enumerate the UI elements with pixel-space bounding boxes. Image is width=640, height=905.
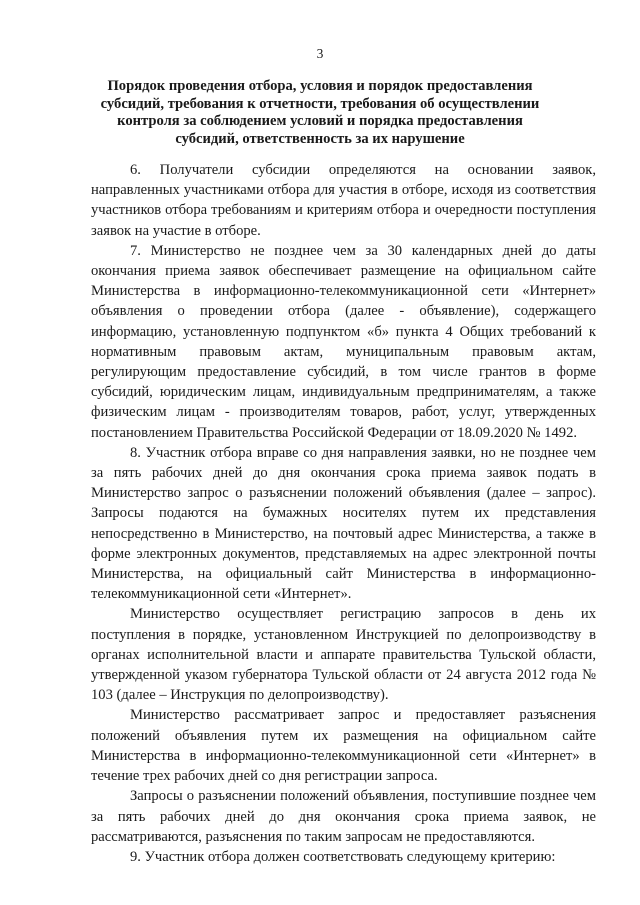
paragraph-late-requests: Запросы о разъяснении положений объявления, поступившие позднее чем за пять рабочих дней до дня окончания срока приема заявок, не рассматриваются, разъяснения по таким запросам не предоставляются.: [91, 788, 596, 845]
paragraph-6: 6. Получатели субсидии определяются на основании заявок, направленных участниками отбора для участия в отборе, исходя из соответствия участников отбора требованиям и критериям отбора и очередности поступления заявок на участие в отборе.: [91, 162, 596, 239]
page-number: 3: [316, 46, 324, 61]
body-text: [91, 160, 596, 867]
paragraph-8: 8. Участник отбора вправе со дня направления заявки, но не позднее чем за пять рабочих дней до дня окончания срока приема заявок подать в Министерство запрос о разъяснении положений объявления (далее – запрос). Запросы подаются на бумажных носителях путем их представления непосредственно в Министерство, на почтовый адрес Министерства, а также в форме электронных документов, представляемых на адрес электронной почты Министерства, на официальный сайт Министерства в информационно-телекоммуникационной сети «Интернет».: [91, 444, 596, 603]
paragraph-7: 7. Министерство не позднее чем за 30 календарных дней до даты окончания приема заявок обеспечивает размещение на официальном сайте Министерства в информационно-телекоммуникационной сети «Интернет» объявления о проведении отбора (далее - объявление), содержащего информацию, установленную подпунктом «б» пункта 4 Общих требований к нормативным правовым актам, муниципальным правовым актам, регулирующим предоставление субсидий, в том числе грантов в форме субсидий, юридическим лицам, индивидуальным предпринимателям, а также физическим лицам - производителям товаров, работ, услуг, утвержденных постановлением Правительства Российской Федерации от 18.09.2020 № 1492.: [91, 242, 596, 441]
paragraph-registration: Министерство осуществляет регистрацию запросов в день их поступления в порядке, установленном Инструкцией по делопроизводству в органах исполнительной власти и аппарате правительства Тульской области, утвержденной указом губернатора Тульской области от 24 августа 2012 года № 103 (далее – Инструкция по делопроизводству).: [91, 606, 596, 704]
paragraph-9: 9. Участник отбора должен соответствовать следующему критерию:: [130, 848, 556, 865]
paragraph-clarification: Министерство рассматривает запрос и предоставляет разъяснения положений объявления путем их размещения на официальном сайте Министерства в информационно-телекоммуникационной сети «Интернет» в течение трех рабочих дней со дня регистрации запроса.: [91, 707, 596, 785]
section-title: Порядок проведения отбора, условия и порядок предоставления субсидий, требования к отчетности, требования об осуществлении контроля за соблюдением условий и порядка предоставления субсидий, ответственность за их нарушение: [100, 78, 540, 147]
